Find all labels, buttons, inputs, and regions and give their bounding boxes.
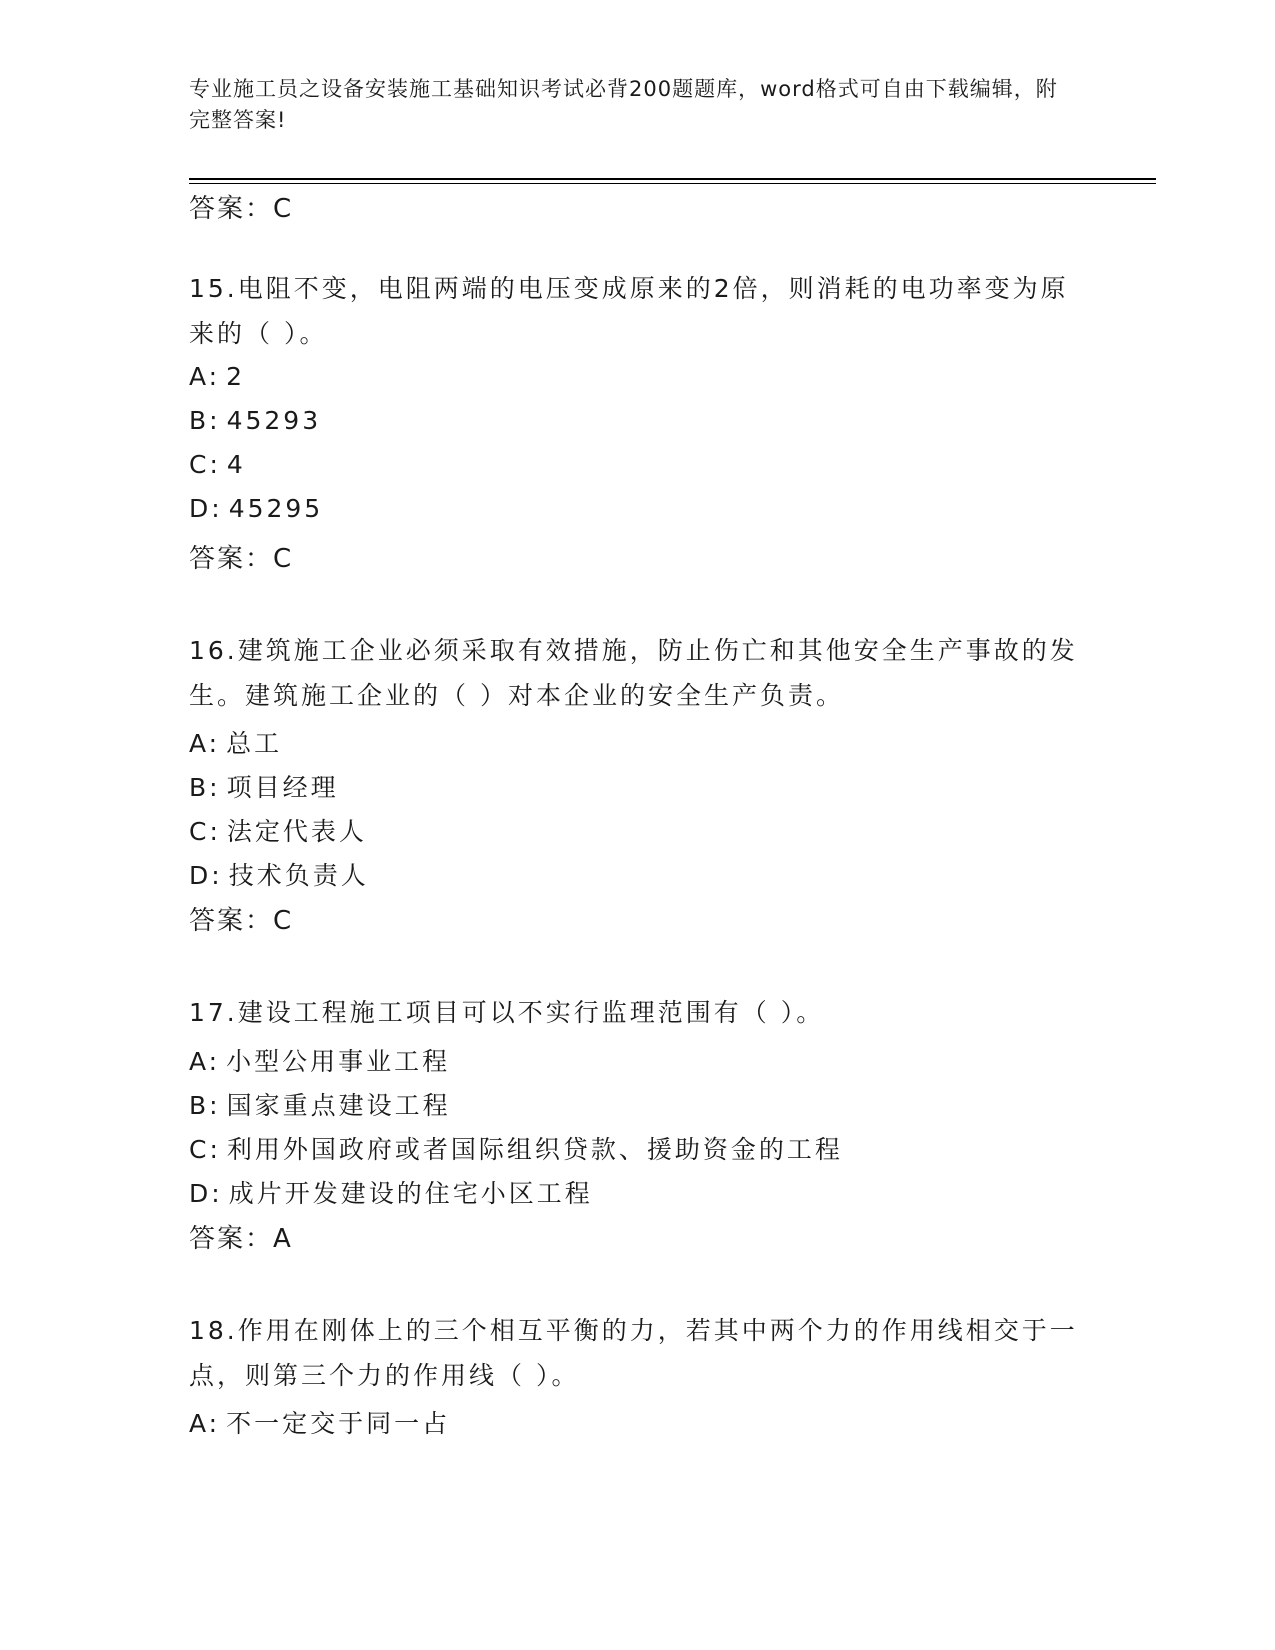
option-text: 4	[226, 450, 246, 479]
option-key: A:	[189, 362, 221, 391]
option-text: 45295	[228, 494, 324, 523]
option-text: 技术负责人	[228, 861, 369, 890]
option-key: D:	[189, 1179, 223, 1208]
question-15-option-b	[189, 406, 321, 435]
answer-value: C	[273, 906, 294, 936]
answer-value: C	[273, 194, 294, 224]
question-17-option-a	[189, 1042, 450, 1078]
answer-label: 答案：	[189, 1224, 274, 1254]
question-17-option-b	[189, 1086, 451, 1122]
answer-value: A	[273, 1224, 293, 1254]
question-16-option-b	[189, 768, 339, 804]
question-17-answer	[189, 1218, 293, 1255]
option-key: C:	[189, 1135, 221, 1164]
option-text: 法定代表人	[226, 817, 367, 846]
option-text: 国家重点建设工程	[226, 1091, 451, 1120]
answer-value: C	[273, 544, 294, 574]
option-text: 利用外国政府或者国际组织贷款、援助资金的工程	[226, 1135, 843, 1164]
option-key: C:	[189, 450, 221, 479]
option-text: 不一定交于同一占	[226, 1409, 451, 1438]
option-key: A:	[189, 729, 221, 758]
answer-label: 答案：	[189, 906, 274, 936]
option-text: 成片开发建设的住宅小区工程	[228, 1179, 593, 1208]
option-text: 2	[226, 362, 245, 391]
question-15-stem: 15.电阻不变，电阻两端的电压变成原来的2倍，则消耗的电功率变为原来的（ ）。	[189, 274, 1069, 348]
question-16-option-c	[189, 812, 367, 848]
question-15-option-d	[189, 494, 323, 523]
question-15-option-c	[189, 450, 246, 479]
option-text: 小型公用事业工程	[226, 1047, 451, 1076]
question-15-answer	[189, 538, 293, 575]
option-text: 45293	[226, 406, 322, 435]
option-text: 总工	[226, 729, 283, 758]
option-key: A:	[189, 1409, 221, 1438]
question-16-stem: 16.建筑施工企业必须采取有效措施，防止伤亡和其他安全生产事故的发生。建筑施工企业的（ ）对本企业的安全生产负责。	[189, 636, 1078, 710]
option-key: C:	[189, 817, 221, 846]
question-18-option-a	[189, 1404, 450, 1440]
option-key: B:	[189, 1091, 221, 1120]
question-18-stem: 18.作用在刚体上的三个相互平衡的力，若其中两个力的作用线相交于一点，则第三个力的作用线（ ）。	[189, 1316, 1078, 1390]
question-17-option-c	[189, 1130, 843, 1166]
header-divider-thick	[189, 178, 1156, 180]
option-key: A:	[189, 1047, 221, 1076]
question-16-option-d	[189, 856, 369, 892]
option-key: D:	[189, 494, 223, 523]
question-16-option-a	[189, 724, 282, 760]
question-16-answer	[189, 900, 293, 937]
question-17-stem: 17.建设工程施工项目可以不实行监理范围有（ ）。	[189, 998, 825, 1027]
option-key: D:	[189, 861, 223, 890]
answer-line	[189, 188, 293, 225]
option-key: B:	[189, 773, 221, 802]
option-key: B:	[189, 406, 221, 435]
option-text: 项目经理	[226, 773, 339, 802]
question-17-option-d	[189, 1174, 593, 1210]
answer-label: 答案：	[189, 194, 274, 224]
question-15-option-a	[189, 362, 245, 391]
answer-label: 答案：	[189, 544, 274, 574]
page-header-title: 专业施工员之设备安装施工基础知识考试必背200题题库，word格式可自由下载编辑，附完整答案!	[189, 77, 1058, 132]
header-divider-thin	[189, 183, 1156, 184]
